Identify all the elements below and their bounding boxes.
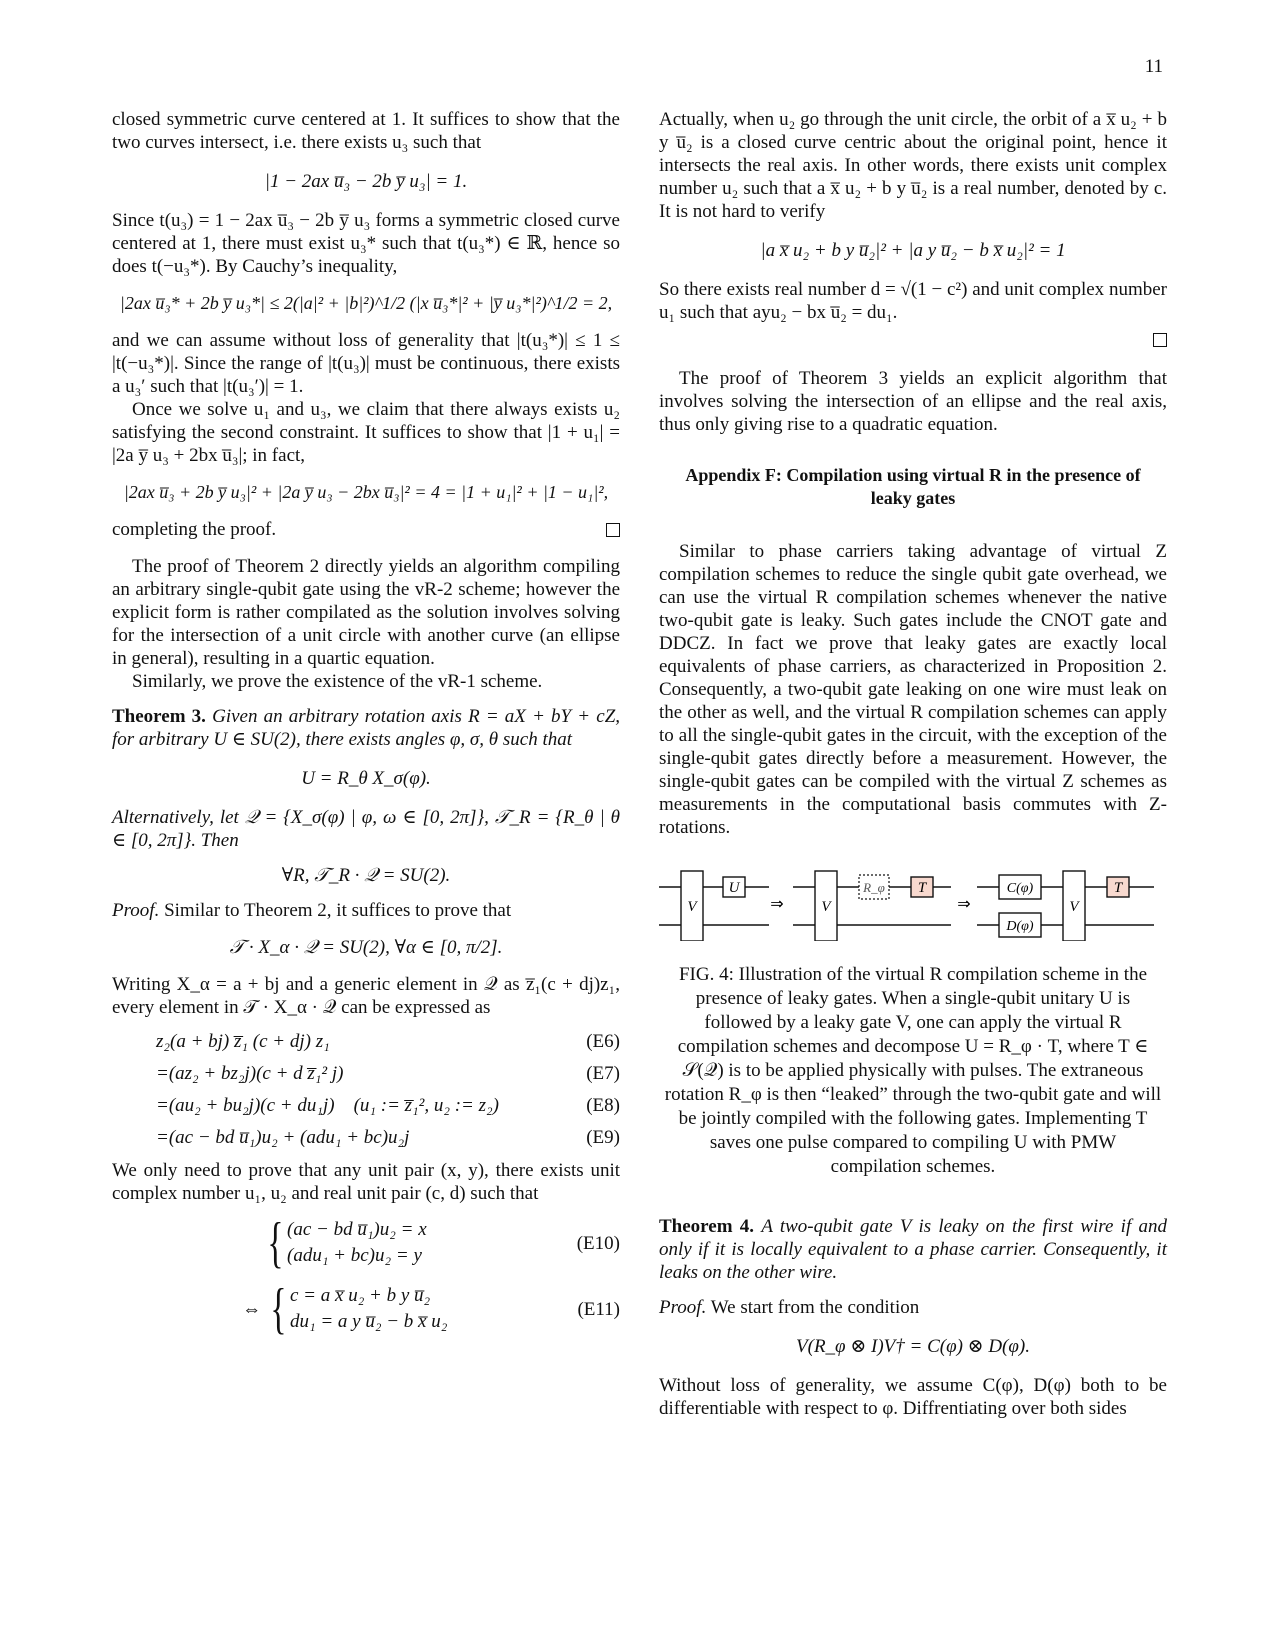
left-column [112,108,620,1347]
equation-expr: =(au₂ + bu₂j)(c + du₁j) (u₁ := z̅₁², u₂ := z₂) [156,1094,499,1116]
equation-tag: (E9) [586,1126,620,1148]
equation-system [112,1212,620,1274]
paragraph: Writing X_α = a + bj and a generic element in 𝒬 as z̅₁(c + dj)z₁, every element in 𝒯 · X_α · 𝒬 can be expressed as [112,974,620,1018]
equation-expr: =(az₂ + bz₂j)(c + d z̅₁² j) [156,1062,344,1084]
gate-t-label: T [917,880,927,896]
equation-system [112,1278,620,1340]
gate-t-label: T [1113,880,1123,896]
paragraph: The proof of Theorem 3 yields an explicit algorithm that involves solving the intersection of an ellipse and the real axis, thus only giving rise to a quadratic equation. [659,368,1167,435]
equivalence-arrow: ⇔ [242,1298,262,1320]
paragraph: completing the proof. [112,519,277,540]
equation-row [112,1121,620,1153]
equation-tag: (E10) [576,1232,620,1254]
proof [112,899,620,922]
paragraph: We only need to prove that any unit pair (x, y), there exists unit complex number u₁, u₂ and real unit pair (c, d) such that [112,1160,620,1204]
equation-tag: (E6) [586,1030,620,1052]
paragraph: Actually, when u₂ go through the unit circle, the orbit of a x̅ u₂ + b y u̅₂ is a closed curve centric about the original point, hence it intersects the real axis. In other words, there exists unit complex number u₂ such that a x̅ u₂ + b y u̅₂ is a real number, denoted by c. It is not hard to verify [659,109,1167,222]
paragraph: So there exists real number d = √(1 − c²) and unit complex number u₁ such that ayu₂ − bx u̅₂ = du₁. [659,279,1167,323]
theorem-text: A two-qubit gate V is leaky on the first wire if and only if it is locally equivalent to a phase carrier. Consequently, it leaks on the other wire. [659,1216,1168,1283]
equation: |a x̅ u₂ + b y u̅₂|² + |a y u̅₂ − b x̅ u₂|² = 1 [760,240,1066,261]
equation-row [112,1057,620,1089]
equation: |2ax u̅₃* + 2b y̅ u₃*| ≤ 2(|a|² + |b|²)^1/2 (|x u̅₃*|² + |y̅ u₃*|²)^1/2 = 2, [119,293,613,313]
appendix-heading: Appendix F: Compilation using virtual R in the presence of leaky gates [685,465,1141,508]
right-column [659,108,1167,1420]
arrow-icon: ⇒ [770,894,784,913]
equation: |2ax u̅₃ + 2b y̅ u₃|² + |2a y̅ u₃ − 2bx u̅₃|² = 4 = |1 + u₁|² + |1 − u₁|², [123,482,609,502]
equation-block [112,1025,620,1153]
equation-tag: (E11) [577,1298,620,1320]
paragraph: closed symmetric curve centered at 1. It suffices to show that the two curves intersect, i.e. there exists u₃ such that [112,109,620,153]
gate-c-phi-label: C(φ) [1006,881,1034,896]
gate-d-phi-label: D(φ) [1006,919,1034,934]
proof [659,1296,1167,1319]
paragraph: Similar to phase carriers taking advantage of virtual Z compilation schemes to reduce the single qubit gate overhead, we can use the virtual R compilation schemes whenever the native two-qubit gate is leaky. Such gates include the CNOT gate and DDCZ. In fact we prove that leaky gates are exactly local equivalents of phase carriers, as characterized in Proposition 2. Consequently, a two-qubit gate leaking on one wire must leak on the other as well, and the virtual R compilation schemes can apply to all the single-qubit gates in the circuit, with the exception of the single-qubit gates directly before a measurement. However, the single-qubit gates can be compiled with the virtual Z schemes as measurements in the computational basis commutes with Z-rotations. [659,541,1167,838]
proof-label: Proof. [659,1297,707,1318]
equation: V(R_φ ⊗ I)V† = C(φ) ⊗ D(φ). [796,1336,1030,1357]
page-number: 11 [1144,56,1163,77]
equation: U = R_θ X_σ(φ). [301,768,431,789]
gate-v-label: V [1069,899,1079,915]
theorem-3 [112,705,620,751]
proof-text: Similar to Theorem 2, it suffices to prove that [164,900,512,921]
figure-4 [659,861,1167,1179]
equation-line: (ac − bd u̅₁)u₂ = x [287,1219,427,1240]
paragraph: The proof of Theorem 2 directly yields an algorithm compiling an arbitrary single-qubit gate using the vR-2 scheme; however the explicit form is rather compilated as the solution involves solving for the intersection of a unit circle with another curve (an ellipse in general), resulting in a quartic equation. [112,556,620,669]
paragraph: Alternatively, let 𝒬 = {X_σ(φ) | φ, ω ∈ [0, 2π]}, 𝒯_R = {R_θ | θ ∈ [0, 2π]}. Then [112,807,620,851]
equation-line: c = a x̅ u₂ + b y u̅₂ [290,1285,431,1306]
equation-line: du₁ = a y u̅₂ − b x̅ u₂ [290,1311,448,1332]
paragraph: and we can assume without loss of generality that |t(u₃*)| ≤ 1 ≤ |t(−u₃*)|. Since the range of |t(u₃)| must be continuous, there exists a u₃′ such that |t(u₃′)| = 1. [112,330,620,397]
qed-box-icon [1153,333,1167,347]
paragraph: Similarly, we prove the existence of the vR-1 scheme. [132,671,543,692]
brace-icon: { [267,1212,284,1274]
theorem-label: Theorem 3. [112,706,206,727]
equation: ∀R, 𝒯_R · 𝒬 = SU(2). [281,865,451,886]
equation: 𝒯 · X_α · 𝒬 = SU(2), ∀α ∈ [0, π/2]. [229,937,503,958]
proof-text: We start from the condition [710,1297,920,1318]
paragraph: Since t(u₃) = 1 − 2ax u̅₃ − 2b y̅ u₃ forms a symmetric closed curve centered at 1, there must exist u₃* such that t(u₃*) ∈ ℝ, hence so does t(−u₃*). By Cauchy’s inequality, [112,210,620,277]
proof-label: Proof. [112,900,160,921]
qed-box-icon [606,523,620,537]
equation-row [112,1089,620,1121]
circuit-diagram [659,861,1167,941]
paragraph: Without loss of generality, we assume C(φ), D(φ) both to be differentiable with respect to φ. Diffrentiating over both sides [659,1375,1167,1419]
theorem-text: Given an arbitrary rotation axis R = aX + bY + cZ, for arbitrary U ∈ SU(2), there exists angles φ, σ, θ such that [112,706,621,750]
figure-caption: FIG. 4: Illustration of the virtual R compilation scheme in the presence of leaky gates. When a single-qubit unitary U is followed by a leaky gate V, one can apply the virtual R compilation schemes and decompose U = R_φ · T, where T ∈ 𝒮(𝒬) is to be applied physically with pulses. The extraneous rotation R_φ is then “leaked” through the two-qubit gate and will be jointly compiled with the following gates. Implementing T saves one pulse compared to compiling U with PMW compilation schemes. [664,964,1162,1177]
gate-u-label: U [728,880,740,896]
equation-tag: (E8) [586,1094,620,1116]
equation-line: (adu₁ + bc)u₂ = y [287,1245,422,1266]
gate-v-label: V [821,899,831,915]
equation-row [112,1025,620,1057]
theorem-4 [659,1215,1167,1284]
equation-expr: =(ac − bd u̅₁)u₂ + (adu₁ + bc)u₂j [156,1126,410,1148]
equation: |1 − 2ax u̅₃ − 2b y̅ u₃| = 1. [264,171,468,192]
equation-expr: z₂(a + bj) z̅₁ (c + dj) z₁ [156,1030,330,1052]
gate-v-label: V [687,899,697,915]
paragraph: Once we solve u₁ and u₃, we claim that there always exists u₂ satisfying the second constraint. It suffices to show that |1 + u₁| = |2a y̅ u₃ + 2bx u̅₃|; in fact, [112,399,620,466]
theorem-label: Theorem 4. [659,1216,755,1237]
equation-tag: (E7) [586,1062,620,1084]
arrow-icon: ⇒ [957,894,971,913]
gate-r-phi-label: R_φ [863,880,885,895]
brace-icon: { [270,1278,287,1340]
